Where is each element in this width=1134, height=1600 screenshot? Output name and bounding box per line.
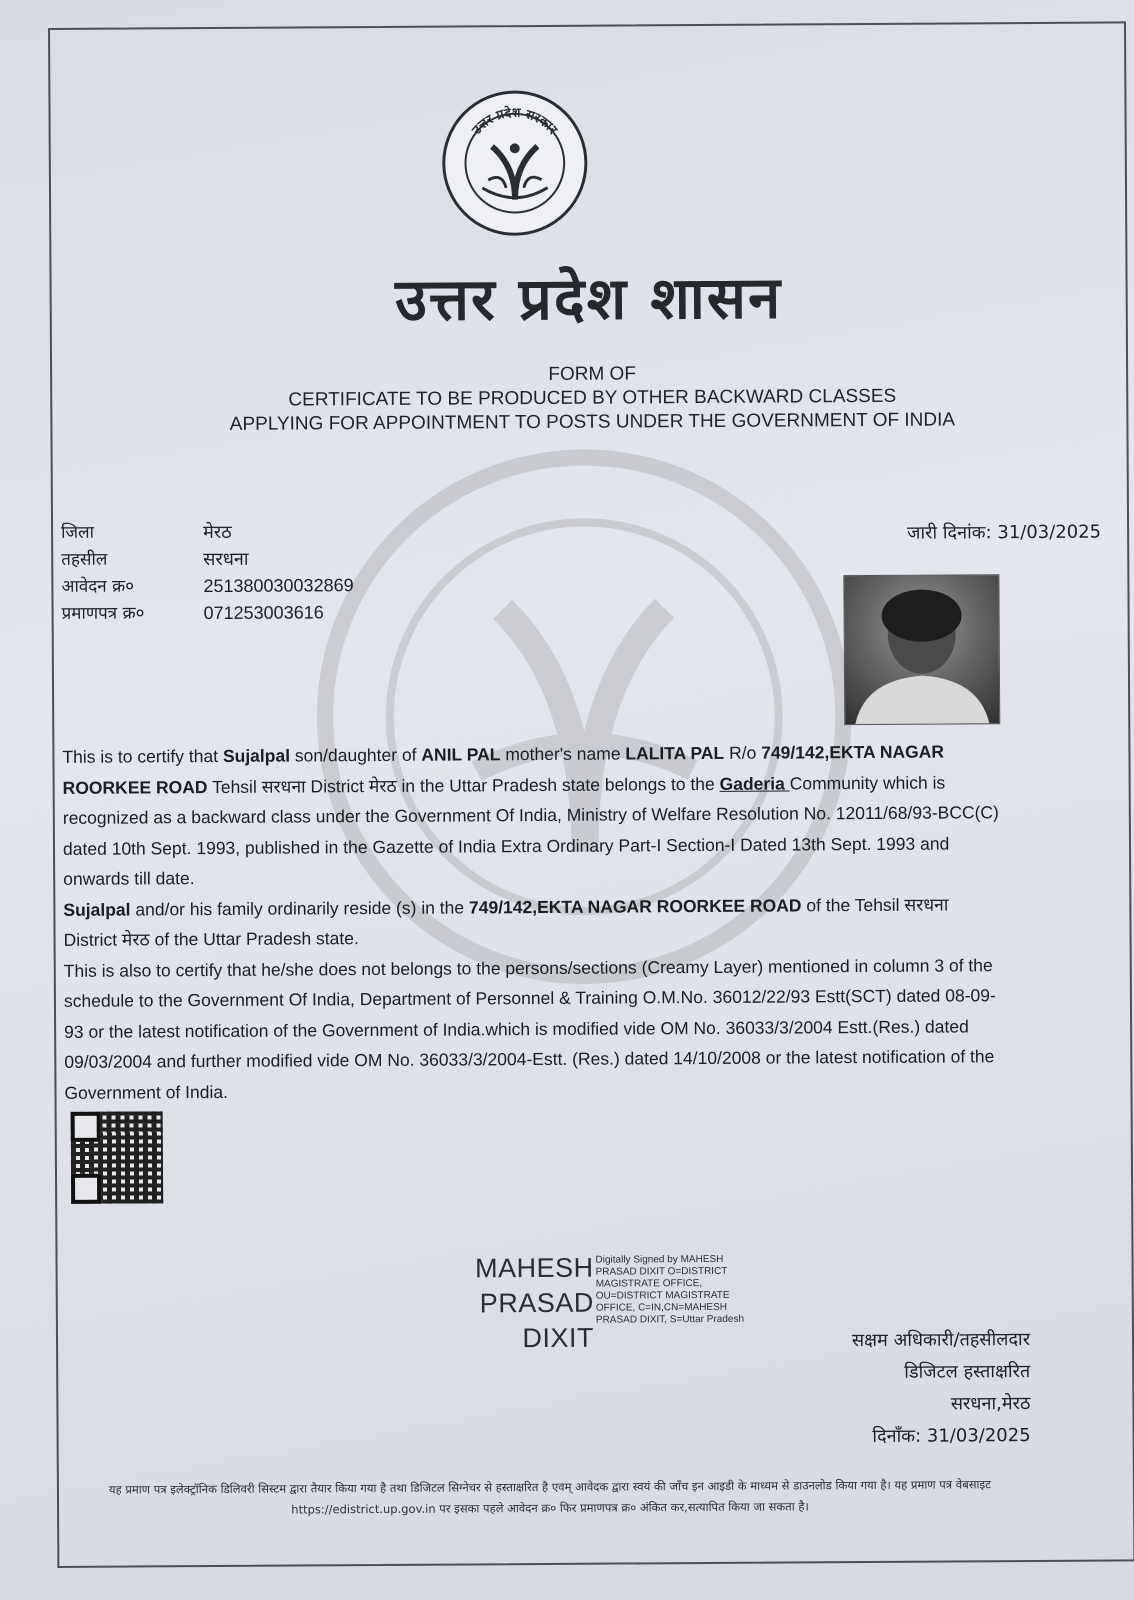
verification-footer: यह प्रमाण पत्र इलेक्ट्रॉनिक डिलिवरी सिस्टम द्वारा तैयार किया गया है तथा डिजिटल सिग्नेचर से हस्ताक्षरित है एवम् आवेदक द्वारा स्वयं की जाँच इन आइडी के माध्यम से डाउनलोड किया गया है। यह प्रमाण पत्र वेबसाइट https://edistrict.up.gov.in पर इसका पहले आवेदन क्र० फिर प्रमाणपत्र क्र० अंकित कर,सत्यापित किया जा सकता है। xyxy=(108,1477,991,1517)
address-2: 749/142,EKTA NAGAR ROORKEE ROAD xyxy=(468,894,802,917)
mother-name: LALITA PAL xyxy=(625,742,725,764)
signatory-first-name: MAHESH xyxy=(474,1252,594,1284)
svg-text:उत्तर प्रदेश सरकार: उत्तर प्रदेश सरकार xyxy=(469,105,560,138)
applicant-name: Sujalpal xyxy=(222,745,291,766)
text-segment: of the Tehsil सरधना District मेरठ of the Uttar Pradesh state. xyxy=(63,894,949,950)
text-segment: Tehsil सरधना District मेरठ in the Uttar Pradesh state belongs to the xyxy=(207,773,720,797)
person-silhouette-icon xyxy=(844,575,999,724)
digital-signature-details: Digitally Signed by MAHESH PRASAD DIXIT O=DISTRICT MAGISTRATE OFFICE, OU=DISTRICT MAGISTRATE OFFICE, C=IN,CN=MAHESH PRASAD DIXIT, S=Uttar Pradesh xyxy=(595,1253,745,1326)
text-segment: R/o xyxy=(724,742,762,763)
application-number-row xyxy=(61,572,353,601)
authority-title: सक्षम अधिकारी/तहसीलदार xyxy=(851,1329,1031,1352)
signatory-name xyxy=(457,1251,594,1357)
text-segment: son/daughter of xyxy=(289,744,422,766)
form-of-line: FORM OF xyxy=(548,363,636,385)
tehsil-row xyxy=(61,545,353,574)
application-number-value: 251380030032869 xyxy=(203,575,354,597)
certificate-heading xyxy=(112,360,1072,438)
residence-paragraph xyxy=(63,889,1003,956)
applicant-photo xyxy=(843,574,1000,725)
tehsil-value: सरधना xyxy=(203,548,249,570)
page-title: उत्तर प्रदेश शासन xyxy=(394,263,783,334)
community-name: Gaderia xyxy=(719,772,790,794)
signatory-middle-name: PRASAD xyxy=(479,1287,594,1319)
issue-date: जारी दिनांक: 31/03/2025 xyxy=(907,521,1102,544)
certificate-meta xyxy=(61,518,354,628)
signature-date: दिनाँक: 31/03/2025 xyxy=(872,1425,1031,1447)
text-segment: and/or his family ordinarily reside (s) in the xyxy=(130,896,470,920)
district-row xyxy=(61,518,353,547)
father-name: ANIL PAL xyxy=(421,744,501,765)
certificate-number-row xyxy=(62,599,354,628)
text-segment: mother's name xyxy=(500,743,626,765)
application-number-label: आवेदन क्र० xyxy=(61,576,135,597)
signatory-last-name: DIXIT xyxy=(522,1322,595,1354)
certificate-number-label: प्रमाणपत्र क्र० xyxy=(61,603,145,624)
district-value: मेरठ xyxy=(203,521,232,543)
certificate-number-value: 071253003616 xyxy=(203,602,324,624)
text-segment: Community which is recognized as a backward class under the Government Of India, Ministry of Welfare Resolution No. 12011/68/93-BCC(C) dated 10th Sept. 1993, published in the Gazette of India Extra Ordinary Part-I Section-I Dated 13th Sept. 1993 and onwards till date. xyxy=(62,772,999,889)
competent-authority-block xyxy=(770,1324,1031,1454)
certificate-body xyxy=(62,736,1004,1108)
certify-paragraph xyxy=(62,736,1003,894)
certificate-type-line: CERTIFICATE TO BE PRODUCED BY OTHER BACKWARD CLASSES xyxy=(288,385,897,411)
digitally-signed-label: डिजिटल हस्ताक्षरित xyxy=(904,1361,1031,1383)
tehsil-label: तहसील xyxy=(61,549,108,570)
district-label: जिला xyxy=(61,522,95,543)
authority-location: सरधना,मेरठ xyxy=(950,1393,1031,1415)
applying-line: APPLYING FOR APPOINTMENT TO POSTS UNDER THE GOVERNMENT OF INDIA xyxy=(229,409,956,435)
text-segment: This is to certify that xyxy=(62,745,223,767)
applicant-name-2: Sujalpal xyxy=(63,899,131,920)
address: 749/142,EKTA NAGAR ROORKEE ROAD xyxy=(62,741,945,798)
qr-code xyxy=(71,1111,164,1204)
certificate-sheet xyxy=(48,21,1134,1568)
up-government-emblem xyxy=(440,89,589,238)
creamy-layer-paragraph: This is also to certify that he/she does not belongs to the persons/sections (Creamy Layer) mentioned in column 3 of the schedule to the Government Of India, Department of Personnel & Training O.M.No. 36012/22/93 Estt(SCT) dated 08-09-93 or the latest notification of the Government of India.which is modified vide OM No. 36033/3/2004 Estt.(Res.) dated 09/03/2004 and further modified vide OM No. 36033/3/2004-Estt. (Res.) dated 14/10/2008 or the latest notification of the Government of India. xyxy=(63,954,996,1103)
